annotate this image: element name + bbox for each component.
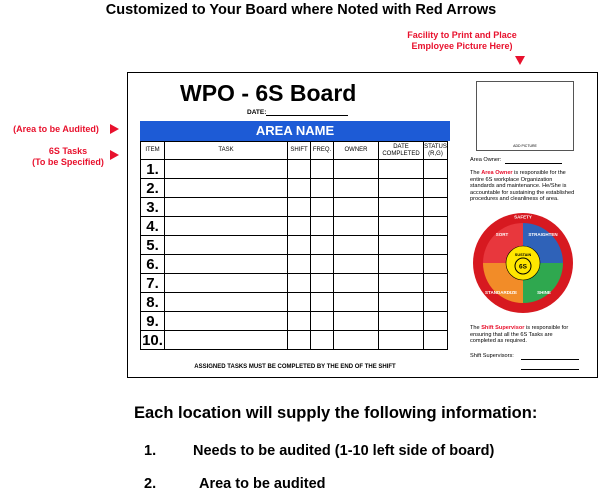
task-cell[interactable] — [165, 236, 288, 255]
task-cell[interactable] — [424, 198, 448, 217]
column-header: STATUS (R,G) — [424, 142, 448, 160]
page-title: Customized to Your Board where Noted with Red Arrows — [105, 2, 497, 18]
task-cell[interactable] — [165, 198, 288, 217]
task-cell[interactable] — [288, 274, 311, 293]
task-cell[interactable] — [288, 179, 311, 198]
picture-callout: Facility to Print and Place Employee Picture Here) — [407, 30, 517, 51]
task-cell[interactable] — [311, 331, 334, 350]
down-arrow-icon — [515, 56, 525, 65]
task-cell[interactable] — [311, 293, 334, 312]
task-cell[interactable] — [288, 217, 311, 236]
task-cell[interactable] — [379, 293, 424, 312]
item-number: 8. — [141, 293, 165, 312]
item-number: 6. — [141, 255, 165, 274]
board-title: WPO - 6S Board — [180, 80, 357, 106]
task-cell[interactable] — [424, 293, 448, 312]
sustain-label: SUSTAIN — [514, 253, 532, 257]
task-cell[interactable] — [334, 179, 379, 198]
list-item: Needs to be audited (1-10 left side of board) — [193, 443, 495, 459]
task-cell[interactable] — [424, 179, 448, 198]
task-cell[interactable] — [165, 274, 288, 293]
task-cell[interactable] — [379, 255, 424, 274]
task-cell[interactable] — [334, 293, 379, 312]
table-row — [141, 293, 448, 312]
list-number: 1. — [144, 443, 157, 459]
table-row — [141, 179, 448, 198]
task-cell[interactable] — [379, 331, 424, 350]
table-row — [141, 255, 448, 274]
task-cell[interactable] — [334, 274, 379, 293]
task-cell[interactable] — [288, 331, 311, 350]
board-footer-note: ASSIGNED TASKS MUST BE COMPLETED BY THE END OF THE SHIFT — [194, 364, 396, 370]
task-cell[interactable] — [334, 236, 379, 255]
right-arrow-icon — [110, 150, 119, 160]
task-cell[interactable] — [379, 198, 424, 217]
table-row — [141, 217, 448, 236]
column-header: FREQ. — [311, 142, 334, 160]
standardize-label: STANDARDIZE — [485, 290, 517, 295]
task-cell[interactable] — [334, 331, 379, 350]
task-cell[interactable] — [165, 179, 288, 198]
task-cell[interactable] — [165, 255, 288, 274]
area-owner-field[interactable] — [505, 163, 562, 164]
column-header: OWNER — [334, 142, 379, 160]
task-cell[interactable] — [334, 160, 379, 179]
column-header: SHIFT — [288, 142, 311, 160]
task-cell[interactable] — [379, 217, 424, 236]
table-row — [141, 312, 448, 331]
table-row — [141, 198, 448, 217]
item-number: 4. — [141, 217, 165, 236]
table-row — [141, 331, 448, 350]
task-cell[interactable] — [379, 236, 424, 255]
task-cell[interactable] — [288, 198, 311, 217]
task-cell[interactable] — [311, 179, 334, 198]
task-cell[interactable] — [311, 274, 334, 293]
picture-label: ADD PICTURE — [513, 144, 537, 148]
task-cell[interactable] — [424, 160, 448, 179]
area-name-bar[interactable]: AREA NAME — [140, 121, 450, 141]
task-cell[interactable] — [288, 160, 311, 179]
task-cell[interactable] — [424, 331, 448, 350]
task-cell[interactable] — [424, 217, 448, 236]
column-header: TASK — [165, 142, 288, 160]
task-cell[interactable] — [165, 312, 288, 331]
item-number: 5. — [141, 236, 165, 255]
task-cell[interactable] — [379, 179, 424, 198]
task-cell[interactable] — [288, 293, 311, 312]
area-owner-label: Area Owner: — [470, 157, 502, 163]
item-number: 1. — [141, 160, 165, 179]
column-header: ITEM — [141, 142, 165, 160]
employee-picture-placeholder[interactable] — [476, 81, 574, 151]
sort-label: SORT — [495, 232, 509, 237]
item-number: 2. — [141, 179, 165, 198]
supervisor-field-1[interactable] — [521, 359, 579, 360]
task-cell[interactable] — [311, 236, 334, 255]
task-cell[interactable] — [311, 198, 334, 217]
table-row — [141, 274, 448, 293]
task-cell[interactable] — [165, 293, 288, 312]
supervisor-description: The Shift Supervisor is responsible for ensuring that all the 6S Tasks are completed as required. — [470, 325, 569, 345]
table-row — [141, 160, 448, 179]
column-header: DATE COMPLETED — [379, 142, 424, 160]
task-cell[interactable] — [379, 160, 424, 179]
info-heading: Each location will supply the following information: — [134, 404, 538, 422]
task-cell[interactable] — [288, 236, 311, 255]
shift-supervisors-label: Shift Supervisors: — [470, 353, 514, 359]
task-cell[interactable] — [311, 217, 334, 236]
table-header — [141, 142, 448, 160]
task-cell[interactable] — [424, 274, 448, 293]
task-cell[interactable] — [288, 255, 311, 274]
task-cell[interactable] — [165, 160, 288, 179]
safety-label: SAFETY — [514, 214, 532, 220]
item-number: 7. — [141, 274, 165, 293]
task-table — [140, 141, 448, 350]
owner-role: Area Owner — [481, 170, 513, 176]
list-item: Area to be audited — [199, 476, 326, 492]
table-row — [141, 236, 448, 255]
task-cell[interactable] — [334, 217, 379, 236]
task-cell[interactable] — [288, 312, 311, 331]
date-label: DATE: — [247, 109, 267, 116]
task-cell[interactable] — [311, 255, 334, 274]
6s-wheel — [472, 212, 574, 314]
task-cell[interactable] — [379, 274, 424, 293]
6s-center-text: 6S — [519, 263, 527, 271]
straighten-label: STRAIGHTEN — [528, 232, 558, 237]
owner-description: The Area Owner is responsible for the entire 6S workplace Organization standards and maintenance. He/She is accountable for sustaining the established procedures and cleanliness of area. — [470, 170, 575, 203]
task-cell[interactable] — [165, 217, 288, 236]
supervisor-field-2[interactable] — [521, 369, 579, 370]
task-cell[interactable] — [424, 255, 448, 274]
task-cell[interactable] — [334, 312, 379, 331]
task-cell[interactable] — [311, 160, 334, 179]
item-number: 3. — [141, 198, 165, 217]
task-cell[interactable] — [334, 255, 379, 274]
task-cell[interactable] — [379, 312, 424, 331]
shine-label: SHINE — [537, 290, 551, 295]
supervisor-role: Shift Supervisor — [481, 325, 525, 331]
task-cell[interactable] — [165, 331, 288, 350]
list-number: 2. — [144, 476, 157, 492]
area-callout: (Area to be Audited) — [13, 124, 99, 134]
task-cell[interactable] — [311, 312, 334, 331]
item-number: 10. — [142, 331, 163, 349]
tasks-callout: 6S Tasks (To be Specified) — [32, 146, 104, 167]
item-number: 9. — [141, 312, 165, 331]
date-field[interactable] — [266, 115, 348, 116]
task-cell[interactable] — [334, 198, 379, 217]
task-cell[interactable] — [424, 236, 448, 255]
right-arrow-icon — [110, 124, 119, 134]
task-cell[interactable] — [424, 312, 448, 331]
